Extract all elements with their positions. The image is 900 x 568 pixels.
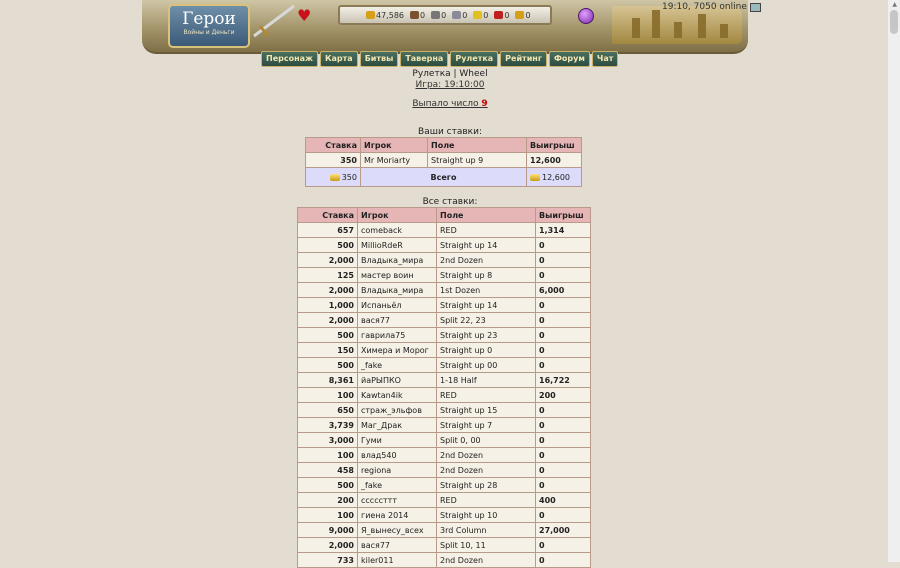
cell-win: 16,722: [536, 373, 591, 388]
cell-field: 2nd Dozen: [437, 253, 536, 268]
header-bet: Ставка: [306, 138, 361, 153]
cell-bet: 2,000: [298, 283, 358, 298]
cell-bet: 657: [298, 223, 358, 238]
table-row: [298, 253, 591, 268]
cell-win: 0: [536, 463, 591, 478]
result-link[interactable]: [412, 99, 487, 109]
cell-field: 2nd Dozen: [437, 553, 536, 568]
gems-icon: [515, 11, 524, 19]
cell-field: Straight up 23: [437, 328, 536, 343]
cell-player: _fake: [358, 358, 437, 373]
status-text: 19:10, 7050 online: [662, 2, 747, 12]
all-bets-caption: Все ставки:: [422, 197, 478, 207]
wood-icon: [410, 11, 419, 19]
cell-win: 0: [536, 253, 591, 268]
table-row: [298, 403, 591, 418]
table-row: [298, 433, 591, 448]
resource-gems: 0: [515, 11, 530, 20]
cell-field: Straight up 28: [437, 478, 536, 493]
header-field: Поле: [437, 208, 536, 223]
resource-wood: 0: [410, 11, 425, 20]
table-row: [298, 463, 591, 478]
nav-chat[interactable]: Чат: [592, 51, 619, 67]
table-row: [298, 298, 591, 313]
table-row: [298, 388, 591, 403]
game-time-link[interactable]: Игра: 19:10:00: [415, 80, 485, 90]
cell-win: 27,000: [536, 523, 591, 538]
cell-bet: 500: [298, 328, 358, 343]
cell-player: Химера и Морог: [358, 343, 437, 358]
cell-player: страж_эльфов: [358, 403, 437, 418]
table-row: [298, 313, 591, 328]
header-field: Поле: [428, 138, 527, 153]
cell-bet: 1,000: [298, 298, 358, 313]
cell-win: 0: [536, 358, 591, 373]
cell-bet: 500: [298, 478, 358, 493]
total-label: Всего: [361, 168, 527, 187]
cell-field: Straight up 00: [437, 358, 536, 373]
table-row: [298, 283, 591, 298]
table-row: [306, 153, 582, 168]
table-row: [298, 343, 591, 358]
cell-bet: 100: [298, 508, 358, 523]
game-header: [142, 0, 748, 68]
cell-win: 0: [536, 553, 591, 568]
gold-coins-icon: [366, 11, 375, 19]
header-bet: Ставка: [298, 208, 358, 223]
table-row: [298, 478, 591, 493]
cell-win: 0: [536, 478, 591, 493]
header-player: Игрок: [361, 138, 428, 153]
gold-coins-icon: [330, 174, 340, 181]
total-row: [306, 168, 582, 187]
cell-field: Straight up 14: [437, 298, 536, 313]
cell-field: Straight up 14: [437, 238, 536, 253]
mana-potion-icon[interactable]: [578, 8, 594, 24]
logo-title: Герои: [182, 9, 236, 29]
table-row: [298, 328, 591, 343]
scroll-up-icon[interactable]: ▲: [892, 1, 897, 8]
your-bets-caption: Ваши ставки:: [418, 127, 482, 137]
resource-crystal: 0: [494, 11, 509, 20]
cell-player: влад540: [358, 448, 437, 463]
cell-win: 6,000: [536, 283, 591, 298]
cell-bet: 8,361: [298, 373, 358, 388]
header-player: Игрок: [358, 208, 437, 223]
cell-player: _fake: [358, 478, 437, 493]
health-heart-icon[interactable]: ♥: [297, 6, 312, 25]
cell-field: 3rd Column: [437, 523, 536, 538]
sword-icon: [250, 2, 300, 40]
cell-bet: 3,000: [298, 433, 358, 448]
your-bets-table: [305, 137, 582, 187]
cell-field: Split 10, 11: [437, 538, 536, 553]
cell-bet: 200: [298, 493, 358, 508]
nav-roulette[interactable]: Рулетка: [450, 51, 498, 67]
cell-field: Straight up 10: [437, 508, 536, 523]
cell-bet: 125: [298, 268, 358, 283]
cell-player: MillioRdeR: [358, 238, 437, 253]
cell-win: 0: [536, 298, 591, 313]
cell-bet: 2,000: [298, 253, 358, 268]
cell-field: Straight up 8: [437, 268, 536, 283]
cell-win: 0: [536, 238, 591, 253]
table-row: [298, 448, 591, 463]
cell-field: RED: [437, 223, 536, 238]
resource-mercury: 0: [452, 11, 467, 20]
result-number: 9: [481, 99, 488, 109]
cell-win: 0: [536, 538, 591, 553]
table-row: [298, 268, 591, 283]
logo-subtitle: Войны и Деньги: [183, 29, 235, 36]
table-row: [298, 538, 591, 553]
cell-player: Гуми: [358, 433, 437, 448]
cell-field: Straight up 15: [437, 403, 536, 418]
cell-bet: 500: [298, 358, 358, 373]
cell-bet: 9,000: [298, 523, 358, 538]
total-bet: 350: [306, 168, 361, 187]
cell-player: Испаньёл: [358, 298, 437, 313]
table-row: [298, 493, 591, 508]
cell-bet: 733: [298, 553, 358, 568]
scroll-thumb[interactable]: [890, 10, 898, 34]
cell-field: 1st Dozen: [437, 283, 536, 298]
cell-bet: 650: [298, 403, 358, 418]
gold-coins-icon: [530, 174, 540, 181]
cell-field: 2nd Dozen: [437, 448, 536, 463]
cell-field: 1-18 Half: [437, 373, 536, 388]
cell-bet: 3,739: [298, 418, 358, 433]
server-status: [662, 2, 761, 12]
cell-win: 0: [536, 508, 591, 523]
cell-player: мастер воин: [358, 268, 437, 283]
nav-battles[interactable]: Битвы: [360, 51, 399, 67]
cell-field: Split 22, 23: [437, 313, 536, 328]
cell-win: 0: [536, 448, 591, 463]
nav-character[interactable]: Персонаж: [261, 51, 318, 67]
total-win: 12,600: [527, 168, 582, 187]
table-row: [298, 418, 591, 433]
cell-player: regiona: [358, 463, 437, 478]
header-win: Выигрыш: [536, 208, 591, 223]
resource-ore: 0: [431, 11, 446, 20]
cell-win: 0: [536, 403, 591, 418]
cell-bet: 500: [298, 238, 358, 253]
game-logo[interactable]: [168, 4, 250, 48]
cell-player: cccccттт: [358, 493, 437, 508]
cell-win: 200: [536, 388, 591, 403]
mercury-icon: [452, 11, 461, 19]
cell-bet: 350: [306, 153, 361, 168]
nav-map[interactable]: Карта: [320, 51, 358, 67]
table-row: [298, 553, 591, 568]
result-text: Выпало число: [412, 99, 482, 109]
cell-win: 0: [536, 343, 591, 358]
all-bets-table: [297, 207, 591, 568]
cell-win: 0: [536, 418, 591, 433]
cell-player: Kawtan4ik: [358, 388, 437, 403]
cell-bet: 458: [298, 463, 358, 478]
resource-gold: 47,586: [366, 11, 404, 20]
cell-player: вася77: [358, 538, 437, 553]
cell-field: Straight up 7: [437, 418, 536, 433]
table-row: [298, 238, 591, 253]
cell-player: йаРЫПКО: [358, 373, 437, 388]
cell-field: Straight up 0: [437, 343, 536, 358]
cell-bet: 100: [298, 448, 358, 463]
cell-player: comeback: [358, 223, 437, 238]
cell-field: RED: [437, 493, 536, 508]
cell-win: 0: [536, 268, 591, 283]
resource-sulfur: 0: [473, 11, 488, 20]
cell-player: Mr Moriarty: [361, 153, 428, 168]
cell-win: 400: [536, 493, 591, 508]
cell-bet: 2,000: [298, 313, 358, 328]
cell-player: Я_вынесу_всех: [358, 523, 437, 538]
cell-bet: 100: [298, 388, 358, 403]
cell-field: Split 0, 00: [437, 433, 536, 448]
nav-forum[interactable]: Форум: [549, 51, 590, 67]
table-row: [298, 373, 591, 388]
monitor-icon[interactable]: [750, 3, 761, 12]
crystal-icon: [494, 11, 503, 19]
resources-bar: [338, 5, 552, 25]
table-row: [298, 223, 591, 238]
cell-player: вася77: [358, 313, 437, 328]
cell-player: kiler011: [358, 553, 437, 568]
cell-win: 0: [536, 328, 591, 343]
cell-win: 1,314: [536, 223, 591, 238]
cell-win: 0: [536, 433, 591, 448]
table-row: [298, 358, 591, 373]
cell-player: Маг_Драк: [358, 418, 437, 433]
table-row: [298, 523, 591, 538]
sulfur-icon: [473, 11, 482, 19]
table-row: [298, 508, 591, 523]
cell-win: 0: [536, 313, 591, 328]
breadcrumb: Рулетка | Wheel: [412, 69, 488, 79]
cell-player: гиена 2014: [358, 508, 437, 523]
cell-bet: 150: [298, 343, 358, 358]
header-win: Выигрыш: [527, 138, 582, 153]
cell-player: гаврила75: [358, 328, 437, 343]
nav-rating[interactable]: Рейтинг: [500, 51, 547, 67]
cell-field: RED: [437, 388, 536, 403]
cell-field: Straight up 9: [428, 153, 527, 168]
ore-icon: [431, 11, 440, 19]
main-nav: [261, 51, 618, 67]
cell-win: 12,600: [527, 153, 582, 168]
cell-player: Владыка_мира: [358, 283, 437, 298]
cell-bet: 2,000: [298, 538, 358, 553]
nav-tavern[interactable]: Таверна: [400, 51, 448, 67]
cell-player: Владыка_мира: [358, 253, 437, 268]
cell-field: 2nd Dozen: [437, 463, 536, 478]
vertical-scrollbar[interactable]: [888, 0, 900, 562]
